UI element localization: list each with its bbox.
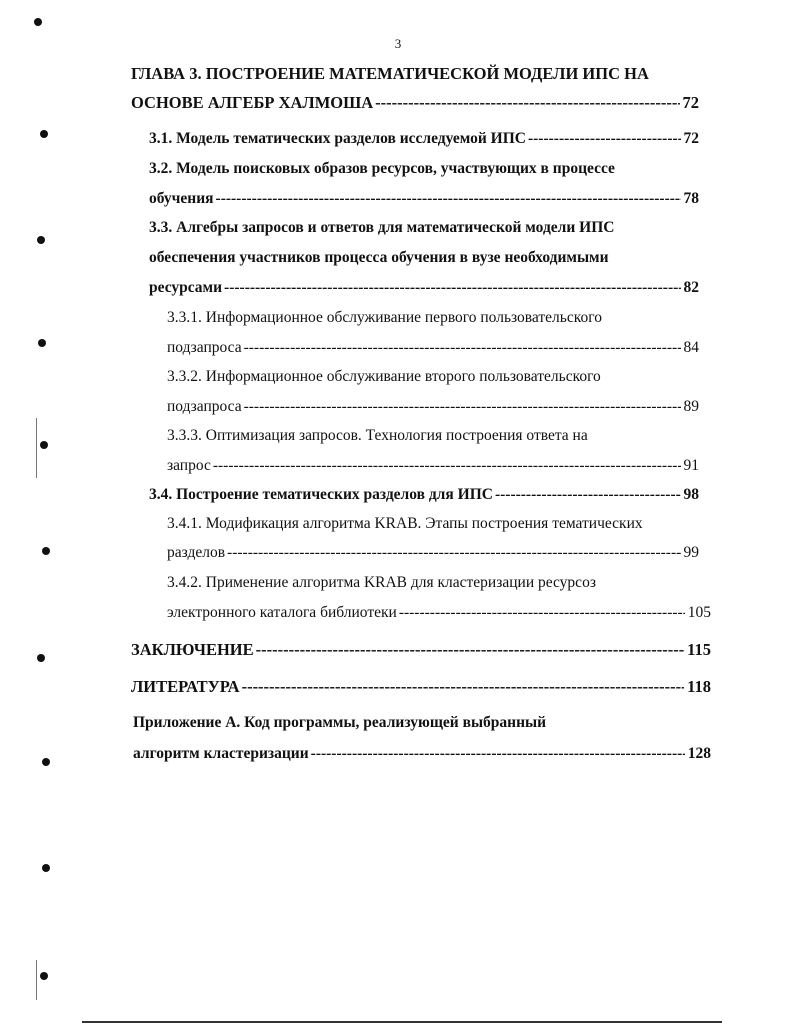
- dot-leader: [495, 485, 681, 505]
- dot-leader: [528, 129, 681, 149]
- dot-leader: [399, 603, 685, 623]
- binder-hole-mark: [40, 972, 48, 980]
- toc-line-3-3-2: [167, 367, 699, 387]
- toc-line-3-3-3: [167, 426, 699, 446]
- dot-leader: [244, 397, 681, 417]
- toc-line-3-3: [149, 218, 699, 238]
- binder-hole-mark: [40, 441, 48, 449]
- toc-line-3-4-2: [167, 573, 699, 593]
- toc-entry-text: подзапроса: [167, 339, 242, 356]
- toc-line-chapter-3-cont: [131, 93, 699, 113]
- binder-hole-mark: [40, 130, 48, 138]
- toc-line-3-3-2-cont: [167, 397, 699, 417]
- toc-page-number: 115: [687, 640, 711, 659]
- toc-line-3-3-cont2: [149, 278, 699, 298]
- dot-leader: [256, 640, 685, 660]
- toc-entry-text: электронного каталога библиотеки: [167, 604, 397, 621]
- toc-entry-text: ресурсами: [149, 279, 223, 296]
- toc-page-number: 128: [687, 745, 711, 762]
- toc-line-3-3-1: [167, 308, 699, 328]
- binder-hole-mark: [42, 864, 50, 872]
- toc-line-appendix-a-cont: [133, 744, 711, 764]
- toc-entry-text: 3.3.2. Информационное обслуживание второго пользовательского: [167, 368, 601, 385]
- toc-entry-text: обучения: [149, 190, 214, 207]
- toc-page-number: 89: [683, 398, 699, 415]
- dot-leader: [375, 93, 679, 113]
- scan-artifact: [36, 418, 37, 478]
- dot-leader: [311, 744, 685, 764]
- dot-leader: [224, 278, 680, 298]
- toc-entry-text: ЗАКЛЮЧЕНИЕ: [131, 640, 254, 659]
- toc-entry-text: 3.3.3. Оптимизация запросов. Технология построения ответа на: [167, 427, 588, 444]
- toc-entry-text: 3.2. Модель поисковых образов ресурсов, участвующих в процессе: [149, 160, 615, 177]
- toc-page-number: 118: [687, 677, 711, 696]
- toc-line-3-4-1-cont: [167, 543, 699, 563]
- toc-page-number: 72: [683, 130, 699, 147]
- toc-entry-text: ГЛАВА 3. ПОСТРОЕНИЕ МАТЕМАТИЧЕСКОЙ МОДЕЛИ ИПС НА: [131, 64, 649, 83]
- page-number: 3: [394, 36, 402, 51]
- toc-line-3-4: [149, 485, 699, 505]
- toc-line-chapter-3: [131, 64, 691, 84]
- toc-page-number: 78: [683, 190, 699, 207]
- scan-artifact: [36, 960, 37, 1000]
- toc-entry-text: подзапроса: [167, 398, 242, 415]
- toc-line-conclusion: [131, 640, 711, 660]
- toc-line-3-3-1-cont: [167, 338, 699, 358]
- toc-line-3-4-1: [167, 514, 715, 534]
- toc-line-3-3-3-cont: [167, 456, 699, 476]
- toc-line-3-1: [149, 129, 699, 149]
- toc-line-literature: [131, 677, 711, 697]
- toc-page-number: 99: [683, 544, 699, 561]
- dot-leader: [216, 189, 681, 209]
- toc-entry-text: запрос: [167, 457, 211, 474]
- toc-line-appendix-a: [133, 713, 711, 733]
- toc-entry-text: 3.1. Модель тематических разделов исследуемой ИПС: [149, 130, 526, 147]
- toc-page-number: 98: [683, 486, 699, 503]
- toc-entry-text: 3.4.2. Применение алгоритма KRAB для кластеризации ресурсоз: [167, 574, 596, 591]
- toc-entry-text: ЛИТЕРАТУРА: [131, 677, 240, 696]
- toc-entry-text: алгоритм кластеризации: [133, 745, 309, 762]
- toc-page-number: 72: [682, 93, 699, 112]
- binder-hole-mark: [38, 339, 46, 347]
- toc-page-number: 105: [687, 604, 711, 621]
- toc-entry-text: обеспечения участников процесса обучения в вузе необходимыми: [149, 249, 609, 266]
- toc-entry-text: 3.4. Построение тематических разделов для ИПС: [149, 486, 493, 503]
- toc-line-3-3-cont: [149, 248, 699, 268]
- binder-hole-mark: [42, 758, 50, 766]
- toc-entry-text: 3.4.1. Модификация алгоритма KRAB. Этапы построения тематических: [167, 515, 643, 532]
- binder-hole-mark: [37, 654, 45, 662]
- bottom-rule: [82, 1021, 722, 1023]
- toc-entry-text: 3.3.1. Информационное обслуживание первого пользовательского: [167, 309, 602, 326]
- dot-leader: [242, 677, 685, 697]
- toc-page-number: 84: [683, 339, 699, 356]
- binder-hole-mark: [37, 236, 45, 244]
- dot-leader: [244, 338, 681, 358]
- toc-entry-text: Приложение А. Код программы, реализующей выбранный: [133, 714, 547, 731]
- binder-hole-mark: [34, 18, 42, 26]
- toc-line-3-4-2-cont: [167, 603, 711, 623]
- dot-leader: [213, 456, 681, 476]
- toc-line-3-2: [149, 159, 699, 179]
- toc-page-number: 82: [683, 279, 699, 296]
- toc-entry-text: разделов: [167, 544, 226, 561]
- toc-entry-text: 3.3. Алгебры запросов и ответов для математической модели ИПС: [149, 219, 615, 236]
- toc-entry-text: ОСНОВЕ АЛГЕБР ХАЛМОША: [131, 93, 374, 112]
- toc-line-3-2-cont: [149, 189, 699, 209]
- binder-hole-mark: [42, 547, 50, 555]
- toc-page-number: 91: [683, 457, 699, 474]
- dot-leader: [227, 543, 680, 563]
